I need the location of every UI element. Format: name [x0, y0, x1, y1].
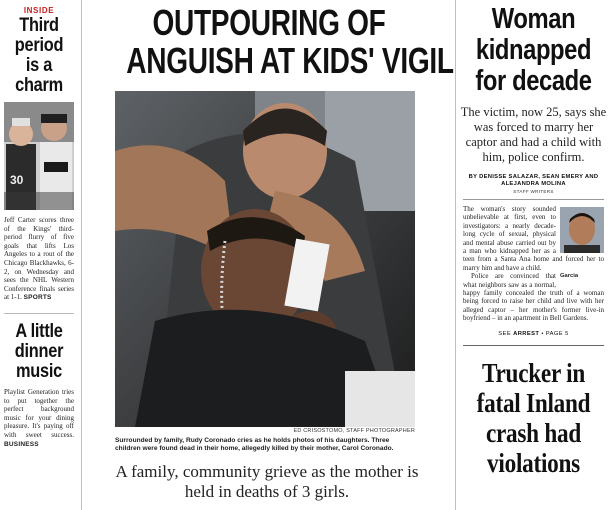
music-teaser-copy [4, 388, 74, 449]
jump-reference[interactable] [459, 331, 608, 337]
story-divider [463, 345, 604, 346]
business-section-link[interactable]: BUSINESS [4, 440, 39, 448]
byline: BY DENISSE SALAZAR, SEAN EMERY AND ALEJANDRA MOLINA [468, 174, 599, 187]
byline-rule [463, 199, 604, 200]
kidnapping-headline[interactable]: Woman kidnapped for decade [475, 3, 592, 97]
body-paragraph-2: Police are convinced that what neighbors saw as a normal, happy family concealed the truth of a woman being forced to raise her child and live with her alleged captor – her mother's former live-in boyfriend – in an apartment in Bell Gardens. [463, 272, 604, 323]
mugshot-image [560, 207, 604, 253]
left-rail [0, 0, 78, 510]
see-keyword: ARREST [513, 330, 540, 337]
suspect-mugshot[interactable] [560, 207, 604, 253]
vigil-photo[interactable] [115, 91, 415, 427]
column-divider-right [455, 0, 456, 510]
sports-teaser-copy [4, 216, 74, 303]
inside-label: INSIDE [23, 6, 55, 15]
photo-caption: Surrounded by family, Rudy Coronado cries as he holds photos of his daughters. Three children were found dead in their home, allegedly killed by their mother, Carol Coronado. [115, 437, 394, 452]
kidnapping-deck: The victim, now 25, says she was forced to marry her captor and had a child with him, police confirm. [460, 105, 607, 164]
see-prefix: SEE [498, 330, 512, 337]
lead-headline-line-2[interactable]: ANGUISH AT KIDS' VIGIL [126, 40, 454, 81]
sports-section-link[interactable]: SPORTS [23, 294, 52, 302]
left-divider [4, 313, 74, 314]
body-paragraph-1-text: The woman's story sounded unbelievable at first, even to investigators: a nearly decade-long cycle of sexual, physical and mental abuse carried out by a man who kidnapped her as a teen from a Santa Ana home and forced her to marry him and have a child. [463, 205, 604, 272]
svg-text:30: 30 [10, 173, 24, 187]
sports-teaser-headline[interactable]: Third period is a charm [14, 15, 64, 96]
staff-writers-label: STAFF WRITERS [513, 189, 554, 194]
lead-story [86, 0, 452, 510]
hockey-photo-image [4, 102, 74, 210]
vigil-photo-image [115, 91, 415, 427]
sports-teaser-text: Jeff Carter scores three of the Kings' third-period flurry of five goals that lifts Los Angeles to a rout of the Chicago Blackhawks, 6-2, on Wednesday and sees the NHL Western Conference finals series at 1-1. [4, 216, 74, 302]
see-page: • PAGE 5 [541, 330, 569, 337]
kidnapping-body [459, 205, 608, 323]
kings-players-photo[interactable] [4, 102, 74, 210]
column-divider-left [81, 0, 82, 510]
music-teaser-text: Playlist Generation tries to put together the perfect background music for your dining pleasure. It's paying off with sweet success. [4, 387, 74, 439]
music-teaser-headline[interactable]: A little dinner music [14, 320, 64, 382]
lead-headline-line-1[interactable]: OUTPOURING OF [152, 2, 386, 43]
body-paragraph-1 [463, 205, 604, 272]
lead-deck[interactable]: A family, community grieve as the mother is held in deaths of 3 girls. [115, 462, 419, 501]
right-rail [459, 0, 608, 510]
mugshot-caption: Garcia [560, 273, 579, 280]
trucker-headline[interactable]: Trucker in fatal Inland crash had violations [476, 357, 591, 478]
photo-credit: ED CRISOSTOMO, STAFF PHOTOGRAPHER [293, 428, 415, 434]
